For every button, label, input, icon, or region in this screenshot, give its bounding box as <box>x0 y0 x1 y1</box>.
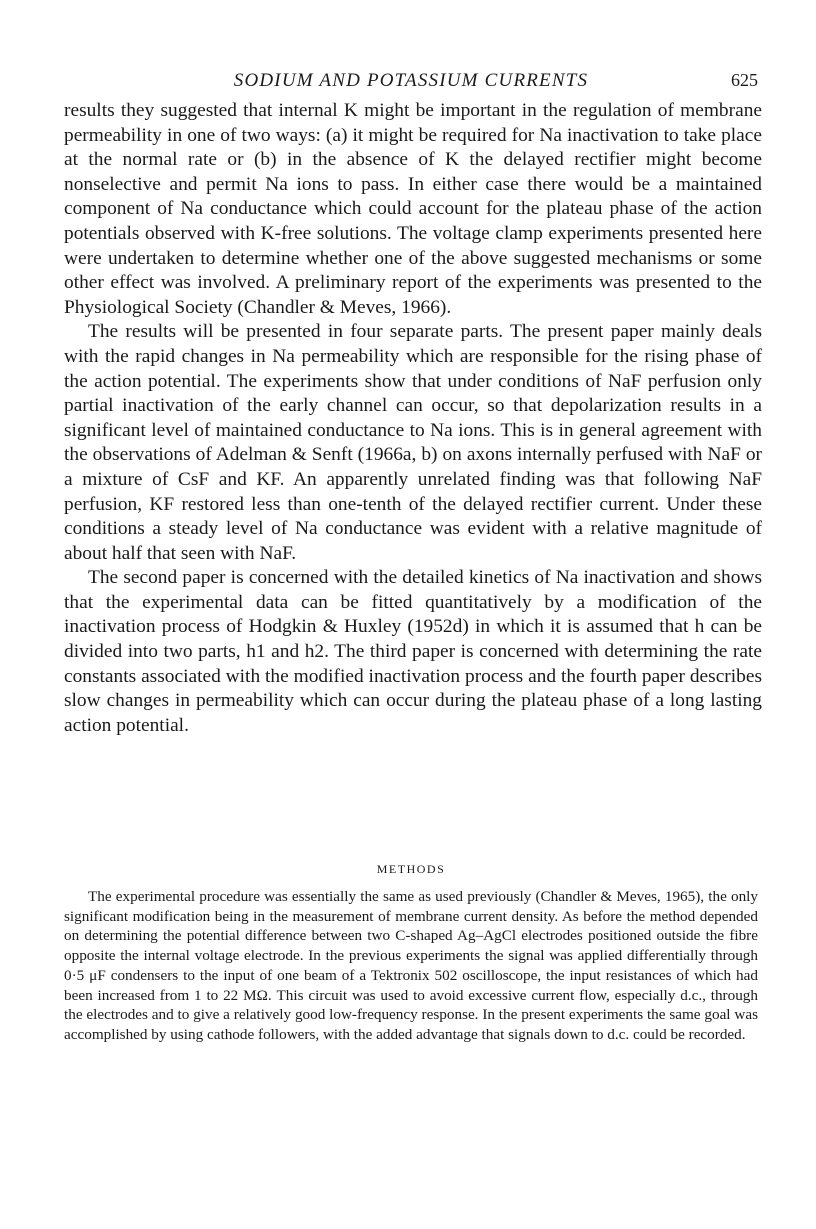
body-text <box>64 99 762 738</box>
methods-paragraph: The experimental procedure was essentially the same as used previously (Chandler & Meves, 1965), the only significant modification being in the measurement of membrane current density. As before the method depended on determining the potential difference between two C-shaped Ag–AgCl electrodes positioned outside the fibre opposite the internal voltage electrode. In the previous experiments the signal was applied differentially through 0·5 μF condensers to the input of one beam of a Tektronix 502 oscilloscope, the input resistances of which had been increased from 1 to 22 MΩ. This circuit was used to avoid excessive current flow, especially d.c., through the electrodes and to give a relatively good low-frequency response. In the present experiments the same goal was accomplished by using cathode followers, with the added advantage that signals down to d.c. could be recorded. <box>64 888 758 1043</box>
paragraph-1: results they suggested that internal K might be important in the regulation of membrane permeability in one of two ways: (a) it might be required for Na inactivation to take place at the normal rate or (b) in the absence of K the delayed rectifier might become nonselective and permit Na ions to pass. In either case there would be a maintained component of Na conductance which could account for the plateau phase of the action potentials observed with K-free solutions. The voltage clamp experiments presented here were undertaken to determine whether one of the above suggested mechanisms or some other effect was involved. A preliminary report of the experiments was presented to the Physiological Society (Chandler & Meves, 1966). <box>64 100 762 318</box>
running-title: SODIUM AND POTASSIUM CURRENTS <box>233 70 589 91</box>
page-header <box>64 70 758 94</box>
methods-heading: METHODS <box>376 862 446 876</box>
paragraph-2: The results will be presented in four separate parts. The present paper mainly deals with the rapid changes in Na permeability which are responsible for the rising phase of the action potential. The experiments show that under conditions of NaF perfusion only partial inactivation of the early channel can occur, so that depolarization results in a significant level of maintained conductance to Na ions. This is in general agreement with the observations of Adelman & Senft (1966a, b) on axons internally perfused with NaF or a mixture of CsF and KF. An apparently unrelated finding was that following NaF perfusion, KF restored less than one-tenth of the delayed rectifier current. Under these conditions a steady level of Na conductance was evident with a relative magnitude of about half that seen with NaF. <box>64 321 762 564</box>
page-number: 625 <box>731 70 758 90</box>
methods-section <box>64 887 758 1045</box>
paragraph-3: The second paper is concerned with the detailed kinetics of Na inactivation and shows that the experimental data can be fitted quantitatively by a modification of the inactivation process of Hodgkin & Huxley (1952d) in which it is assumed that h can be divided into two parts, h1 and h2. The third paper is concerned with determining the rate constants associated with the modified inactivation process and the fourth paper describes slow changes in permeability which can occur during the plateau phase of a long lasting action potential. <box>64 567 762 736</box>
